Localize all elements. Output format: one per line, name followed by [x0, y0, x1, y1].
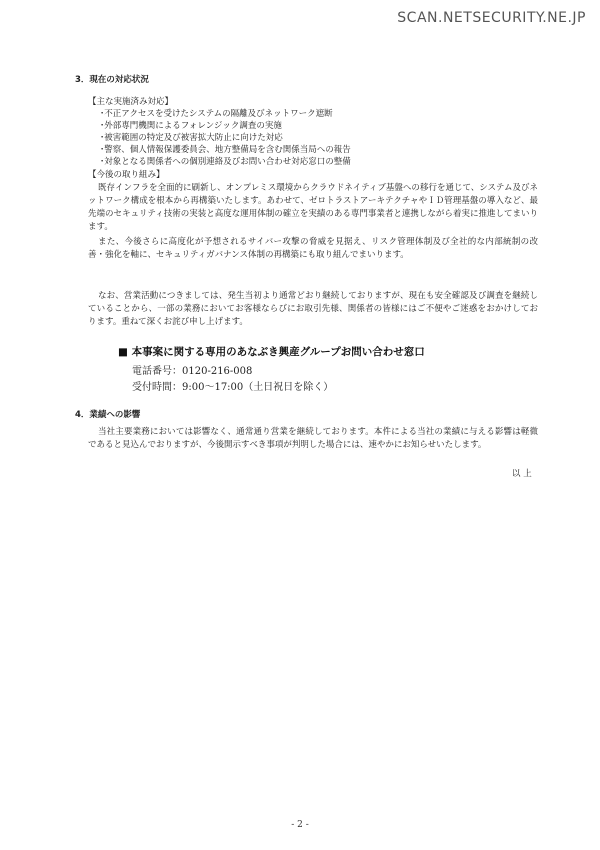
main-action-item: ･警察、個人情報保護委員会、地方整備局を含む関係当局への報告 [100, 145, 351, 155]
main-action-item: ･対象となる関係者への個別連絡及びお問い合わせ対応窓口の整備 [100, 157, 351, 167]
main-action-item: ･外部専門機関によるフォレンジック調査の実施 [100, 121, 282, 131]
contact-phone: 電話番号：0120-216-008 [132, 366, 253, 377]
section-3-heading: 3．現在の対応状況 [75, 75, 149, 85]
section-4-heading: 4．業績への影響 [75, 410, 141, 420]
future-label: 【今後の取り組み】 [88, 170, 165, 180]
main-actions-label: 【主な実施済み対応】 [88, 97, 174, 107]
earnings-impact-paragraph: 当社主要業務においては影響なく、通常通り営業を継続しております。本件による当社の業績に与える影響は軽微であると見込んでおりますが、今後開示すべき事項が判明した場合には、速やかにお知らせいたします。 [88, 427, 538, 450]
watermark-text: SCAN.NETSECURITY.NE.JP [397, 10, 586, 26]
contact-hours: 受付時間：9:00～17:00（土日祝日を除く） [132, 382, 334, 393]
future-paragraph-1: 既存インフラを全面的に刷新し、オンプレミス環境からクラウドネイティブ基盤への移行を通じて、システム及びネットワーク構成を根本から再構築いたします。あわせて、ゼロトラストアーキテクチャやＩＤ管理基盤の導入など、最先端のセキュリティ技術の実装と高度な運用体制の確立を実績のある専門事業者と連携しながら着実に推進してまいります。 [88, 183, 538, 232]
main-action-item: ･不正アクセスを受けたシステムの隔離及びネットワーク遮断 [100, 109, 333, 119]
main-action-item: ･被害範囲の特定及び被害拡大防止に向けた対応 [100, 133, 283, 143]
business-continuity-paragraph: なお、営業活動につきましては、発生当初より通常どおり継続しておりますが、現在も安全確認及び調査を継続していることから、一部の業務においてお客様ならびにお取引先様、関係者の皆様にはご不便やご迷惑をおかけしております。重ねて深くお詫び申し上げます。 [88, 291, 538, 327]
contact-title: ■ 本事案に関する専用のあなぶき興産グループお問い合わせ窓口 [118, 346, 425, 358]
future-paragraph-2: また、今後さらに高度化が予想されるサイバー攻撃の脅威を見据え、リスク管理体制及び全社的な内部統制の改善・強化を軸に、セキュリティガバナンス体制の再構築にも取り組んでまいります。 [88, 237, 538, 260]
page-number: - 2 - [291, 820, 309, 830]
closing-remark: 以 上 [512, 469, 532, 479]
